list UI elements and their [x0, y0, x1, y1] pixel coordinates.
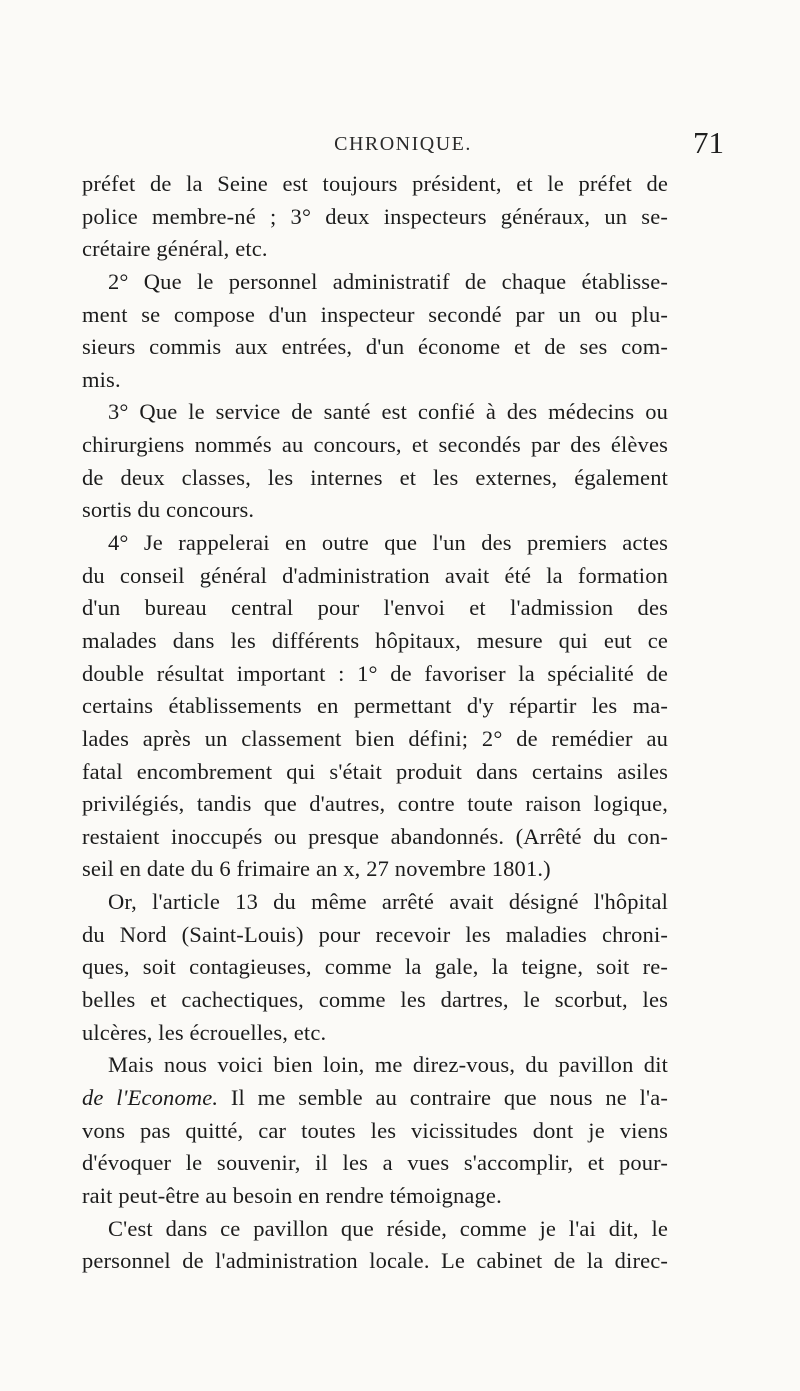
text-line — [82, 1115, 668, 1148]
line-text: rait peut-être au besoin en rendre témoignage. — [82, 1182, 502, 1208]
line-text: restaient inoccupés ou presque abandonnés. (Arrêté du con- — [82, 823, 668, 849]
text-line — [82, 756, 668, 789]
line-text: certains établissements en permettant d'y répartir les ma- — [82, 693, 668, 719]
text-line — [82, 462, 668, 495]
text-line — [82, 690, 668, 723]
line-text: personnel de l'administration locale. Le cabinet de la direc- — [82, 1248, 668, 1274]
text-line — [82, 723, 668, 756]
line-text: chirurgiens nommés au concours, et secondés par des élèves — [82, 432, 668, 458]
running-head — [82, 125, 724, 161]
text-line — [82, 1082, 668, 1115]
line-text: privilégiés, tandis que d'autres, contre toute raison logique, — [82, 791, 668, 817]
text-line — [82, 886, 668, 919]
text-line — [82, 364, 668, 397]
text-line — [82, 1049, 668, 1082]
text-line — [82, 201, 668, 234]
text-line — [82, 1017, 668, 1050]
text-line — [82, 788, 668, 821]
line-text: ment se compose d'un inspecteur secondé par un ou plu- — [82, 301, 668, 327]
italic-text: de l'Econome. — [82, 1084, 219, 1110]
line-text: vons pas quitté, car toutes les vicissitudes dont je viens — [82, 1117, 668, 1143]
text-line — [82, 1245, 668, 1278]
line-text: ques, soit contagieuses, comme la gale, la teigne, soit re- — [82, 954, 668, 980]
text-line — [82, 919, 668, 952]
text-line — [82, 625, 668, 658]
text-line — [82, 1180, 668, 1213]
text-line — [82, 560, 668, 593]
line-text: du Nord (Saint-Louis) pour recevoir les maladies chroni- — [82, 921, 668, 947]
text-line — [82, 984, 668, 1017]
line-text: seil en date du 6 frimaire an x, 27 novembre 1801.) — [82, 856, 551, 882]
body-text — [82, 168, 668, 1278]
line-text: sortis du concours. — [82, 497, 255, 523]
line-text: police membre-né ; 3° deux inspecteurs généraux, un se- — [82, 203, 668, 229]
line-text: d'évoquer le souvenir, il les a vues s'accomplir, et pour- — [82, 1150, 668, 1176]
line-text: 3° Que le service de santé est confié à des médecins ou — [108, 399, 668, 425]
line-text: mis. — [82, 366, 121, 392]
page-number: 71 — [693, 125, 724, 160]
line-text: 4° Je rappelerai en outre que l'un des premiers actes — [108, 530, 668, 556]
text-line — [82, 821, 668, 854]
text-line — [82, 658, 668, 691]
text-line — [82, 168, 668, 201]
line-text: du conseil général d'administration avait été la formation — [82, 562, 668, 588]
text-line — [82, 494, 668, 527]
line-text: crétaire général, etc. — [82, 236, 268, 262]
text-line — [82, 527, 668, 560]
running-title: CHRONIQUE. — [334, 133, 472, 155]
line-text: Il me semble au contraire que nous ne l'a- — [218, 1084, 668, 1110]
line-text: Or, l'article 13 du même arrêté avait désigné l'hôpital — [108, 889, 668, 915]
line-text: ulcères, les écrouelles, etc. — [82, 1019, 327, 1045]
line-text: malades dans les différents hôpitaux, mesure qui eut ce — [82, 627, 668, 653]
line-text: d'un bureau central pour l'envoi et l'admission des — [82, 595, 668, 621]
text-line — [82, 951, 668, 984]
text-line — [82, 1213, 668, 1246]
line-text: belles et cachectiques, comme les dartres, le scorbut, les — [82, 987, 668, 1013]
text-line — [82, 1147, 668, 1180]
line-text: C'est dans ce pavillon que réside, comme je l'ai dit, le — [108, 1215, 668, 1241]
text-line — [82, 266, 668, 299]
text-line — [82, 396, 668, 429]
text-line — [82, 331, 668, 364]
line-text: Mais nous voici bien loin, me direz-vous, du pavillon dit — [108, 1052, 668, 1078]
text-line — [82, 233, 668, 266]
line-text: fatal encombrement qui s'était produit dans certains asiles — [82, 758, 668, 784]
line-text: de deux classes, les internes et les externes, également — [82, 464, 668, 490]
text-line — [82, 853, 668, 886]
line-text: sieurs commis aux entrées, d'un économe et de ses com- — [82, 334, 668, 360]
text-line — [82, 299, 668, 332]
line-text: lades après un classement bien défini; 2° de remédier au — [82, 725, 668, 751]
line-text: 2° Que le personnel administratif de chaque établisse- — [108, 268, 668, 294]
line-text: préfet de la Seine est toujours président, et le préfet de — [82, 171, 668, 196]
text-line — [82, 592, 668, 625]
line-text: double résultat important : 1° de favoriser la spécialité de — [82, 660, 668, 686]
text-line — [82, 429, 668, 462]
